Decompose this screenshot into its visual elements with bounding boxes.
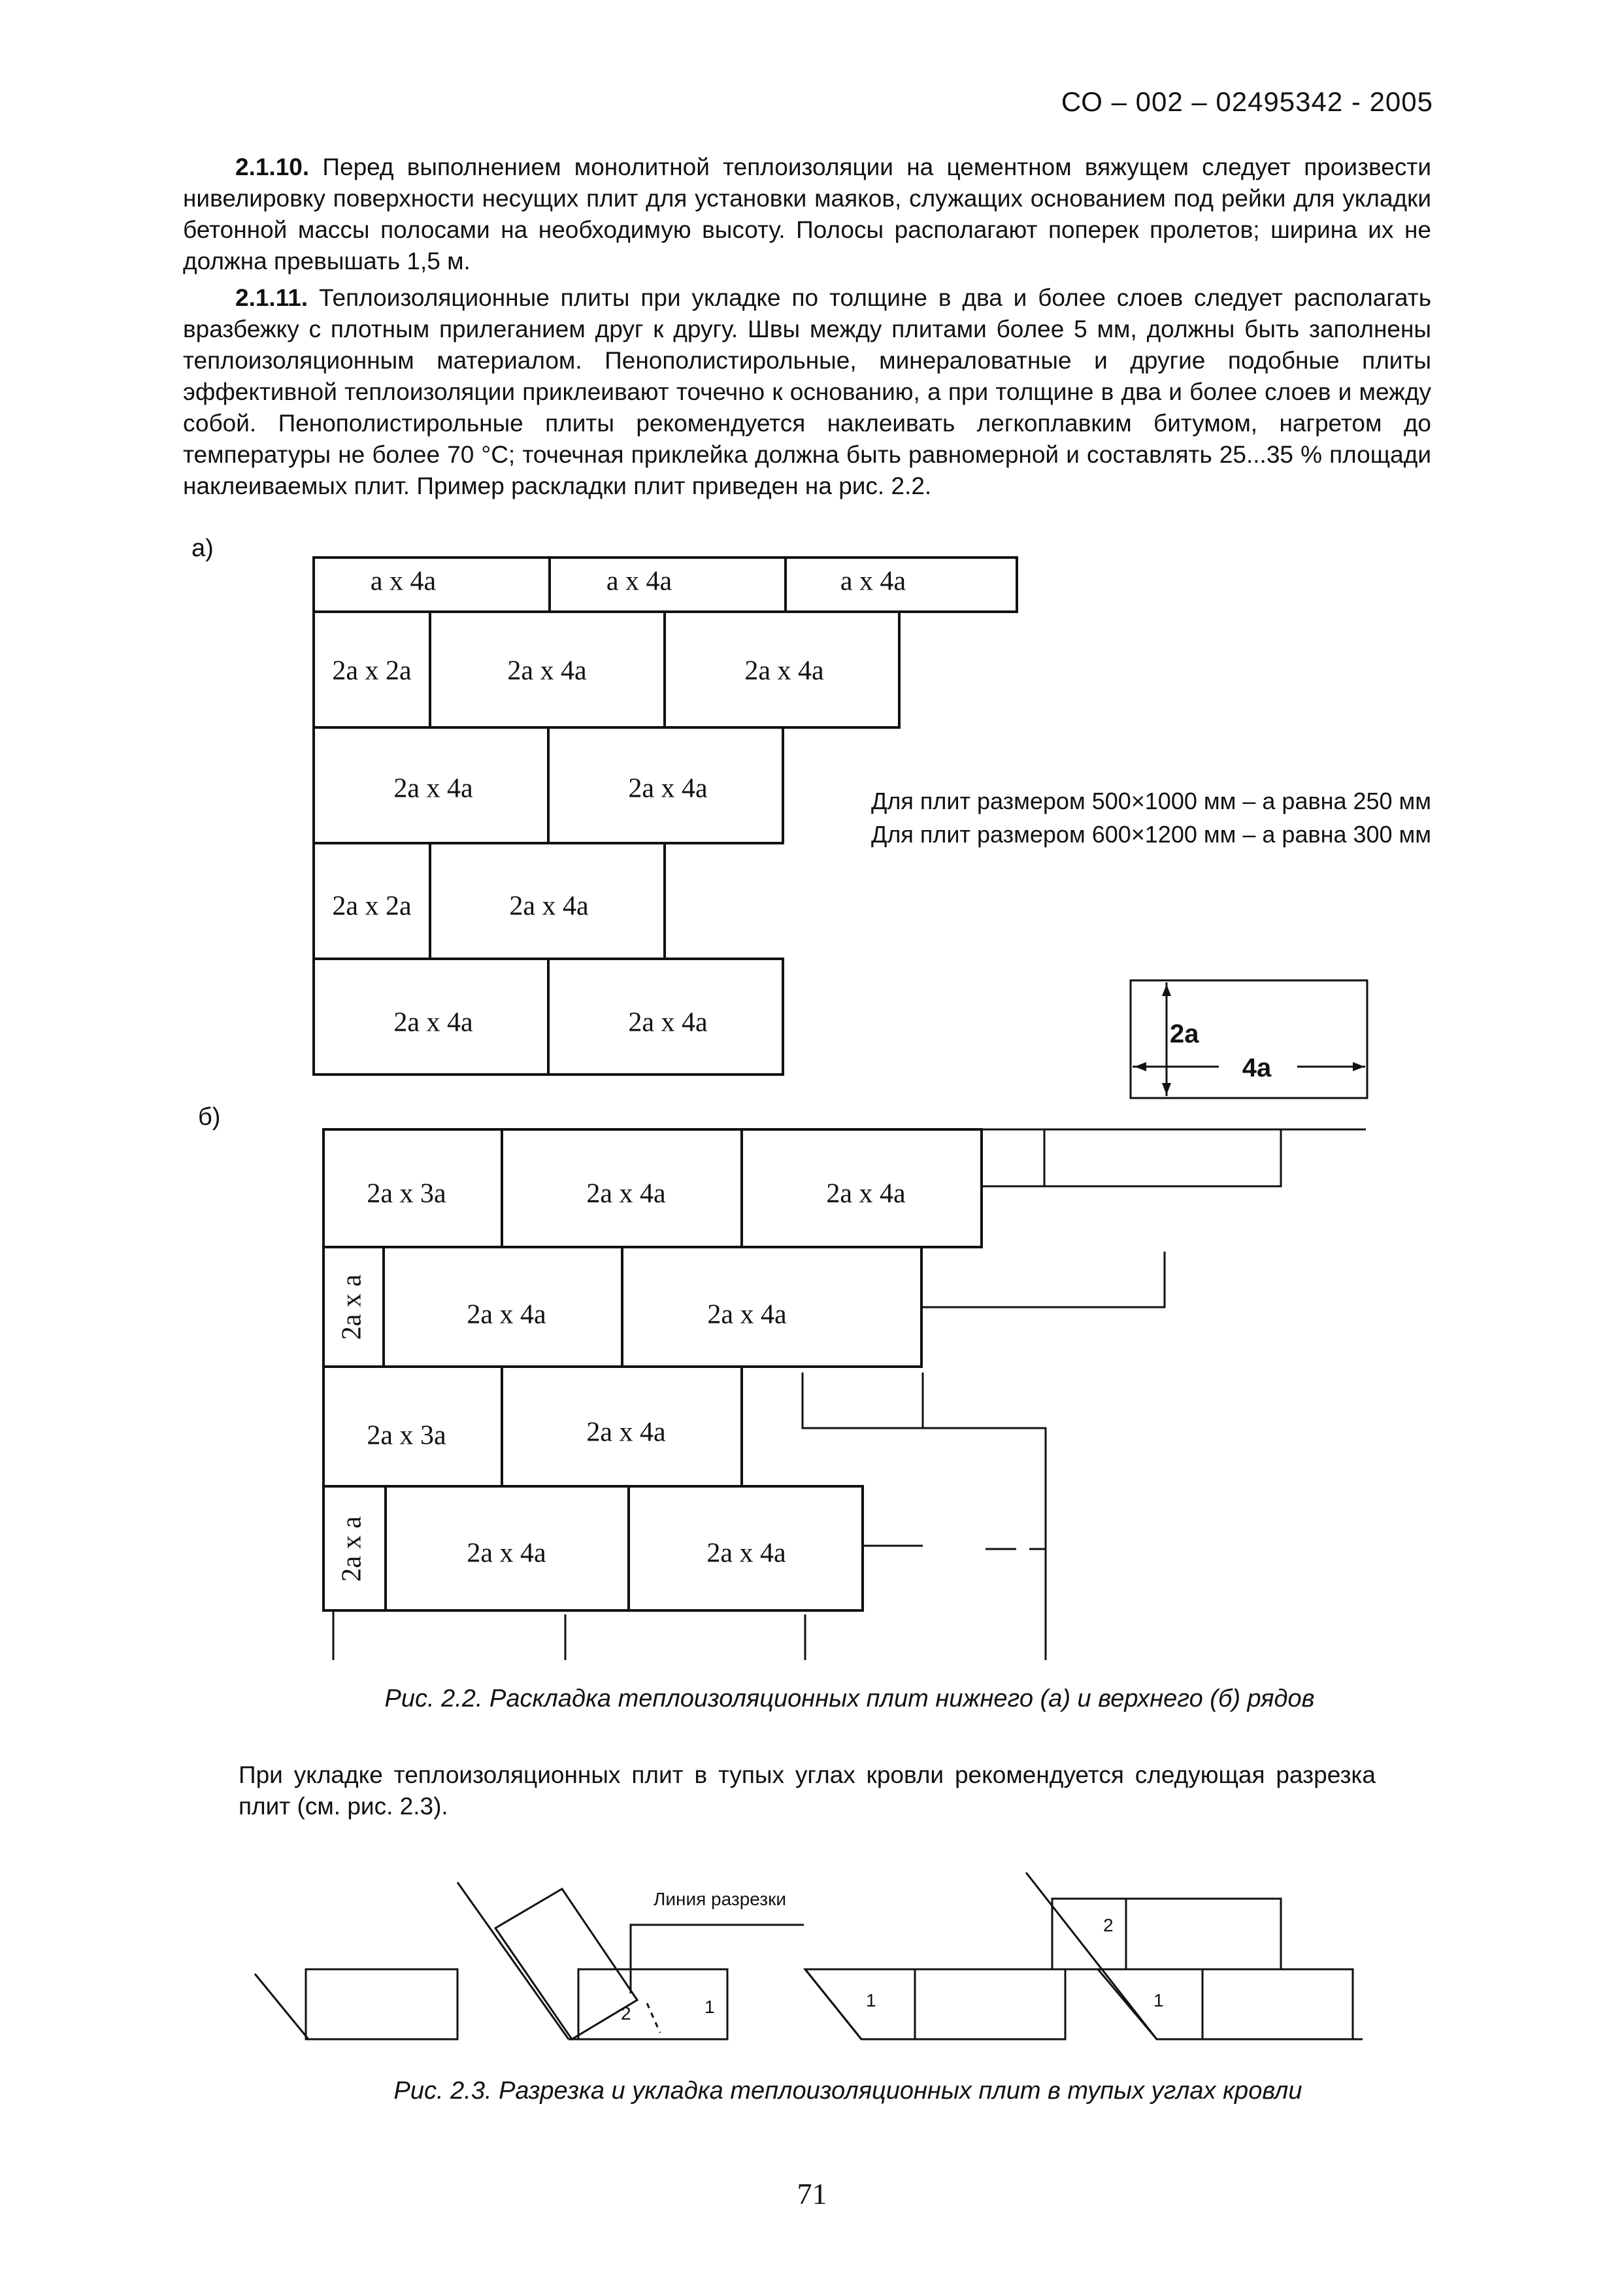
plate-label: 2а x 4а <box>393 773 473 804</box>
plate-label: 2а x 4а <box>586 1178 666 1209</box>
paragraph-fig-2-3-intro: При укладке теплоизоляционных плит в тупых углах кровли рекомендуется следующая разрезка плит (см. рис. 2.3). <box>239 1761 1376 1820</box>
plate-number: 1 <box>1153 1990 1164 2010</box>
plate-label: 2а x 4а <box>393 1007 473 1038</box>
plate-label: 2а x 4а <box>467 1299 546 1330</box>
plate-label: 2а x а <box>337 1516 367 1582</box>
figure-b-label: б) <box>198 1103 221 1131</box>
plate <box>1126 1899 1281 1969</box>
plate <box>306 1969 457 2039</box>
plate-label: 2а x 4а <box>628 773 708 804</box>
plate-label: 2а x 2а <box>332 656 412 686</box>
plate-label: 2а x 4а <box>707 1299 787 1330</box>
plate <box>1052 1899 1281 1969</box>
cut-line <box>647 2003 660 2033</box>
page-number: 71 <box>797 2177 827 2210</box>
roof-edge-line <box>255 1974 308 2039</box>
plate-label: а x 4а <box>606 566 672 597</box>
paragraph-number: 2.1.10. <box>235 154 310 180</box>
document-code: СО – 002 – 02495342 - 2005 <box>1061 86 1433 117</box>
figure-a-label: а) <box>191 535 214 562</box>
dimension-width-label: 4а <box>1242 1054 1272 1082</box>
rotated-plate <box>495 1889 637 2039</box>
dimension-height-label: 2а <box>1170 1020 1199 1048</box>
paragraph-text: Перед выполнением монолитной теплоизоляции на цементном вяжущем следует произвести нивелировку поверхности несущих плит для установки маяков, служащих основанием под рейки для укладки бетонной массы полосами на необходимую высоту. Полосы располагают поперек пролетов; ширина их не должна превышать 1,5 м. <box>183 154 1431 275</box>
plate-label: 2а x 4а <box>507 656 587 686</box>
plate-label: 2а x 4а <box>826 1178 906 1209</box>
plate-label: 2а x 3а <box>367 1420 446 1451</box>
plate-number: 2 <box>1103 1915 1114 1935</box>
cut-plate <box>805 1969 1065 2039</box>
roof-edge-line <box>1026 1873 1157 2039</box>
plate <box>915 1969 1065 2039</box>
note-line: Для плит размером 500×1000 мм – а равна 250 мм <box>871 788 1432 814</box>
cut-line-leader <box>631 1925 804 1993</box>
plate-label: 2а x 4а <box>628 1007 708 1038</box>
plate-label: 2а x 4а <box>706 1538 786 1569</box>
figure-2-2-caption: Рис. 2.2. Раскладка теплоизоляционных плит нижнего (а) и верхнего (б) рядов <box>384 1685 1315 1712</box>
paragraph-number: 2.1.11. <box>235 284 308 311</box>
plate-label: 2а x а <box>337 1274 367 1341</box>
paragraph-text: Теплоизоляционные плиты при укладке по толщине в два и более слоев следует располагать вразбежку с плотным прилеганием друг к другу. Швы между плитами более 5 мм, должны быть заполнены теплоизоляционным материалом. Пенополистирольные, минераловатные и другие подобные плиты эффективной теплоизоляции приклеивают точечно к основанию, а при толщине в два и более слоев и между собой. Пенополистирольные плиты рекомендуется наклеивать легкоплавким битумом, нагретом до температуры не более 70 °С; точечная приклейка должна быть равномерной и составлять 25...35 % площади наклеиваемых плит. Пример раскладки плит приведен на рис. 2.2. <box>183 284 1431 499</box>
plate-label: а x 4а <box>840 566 906 597</box>
plate-label: 2а x 4а <box>467 1538 546 1569</box>
note-line: Для плит размером 600×1200 мм – а равна 300 мм <box>871 821 1432 848</box>
figure-2-3-caption: Рис. 2.3. Разрезка и укладка теплоизоляционных плит в тупых углах кровли <box>393 2077 1302 2105</box>
plate <box>1202 1969 1353 2039</box>
plate-label: 2а x 3а <box>367 1178 446 1209</box>
roof-edge-line <box>457 1882 569 2039</box>
plate-number: 2 <box>621 2003 631 2024</box>
cut-line-label: Линия разрезки <box>654 1889 786 1909</box>
cut-plate <box>1098 1969 1353 2039</box>
plate-number: 1 <box>866 1990 876 2010</box>
plate-label: 2а x 4а <box>586 1417 666 1448</box>
plate-label: 2а x 4а <box>509 891 589 922</box>
plate-label: а x 4а <box>370 566 437 597</box>
plate-number: 1 <box>704 1997 715 2017</box>
plate-label: 2а x 2а <box>332 891 412 922</box>
plate-label: 2а x 4а <box>744 656 824 686</box>
